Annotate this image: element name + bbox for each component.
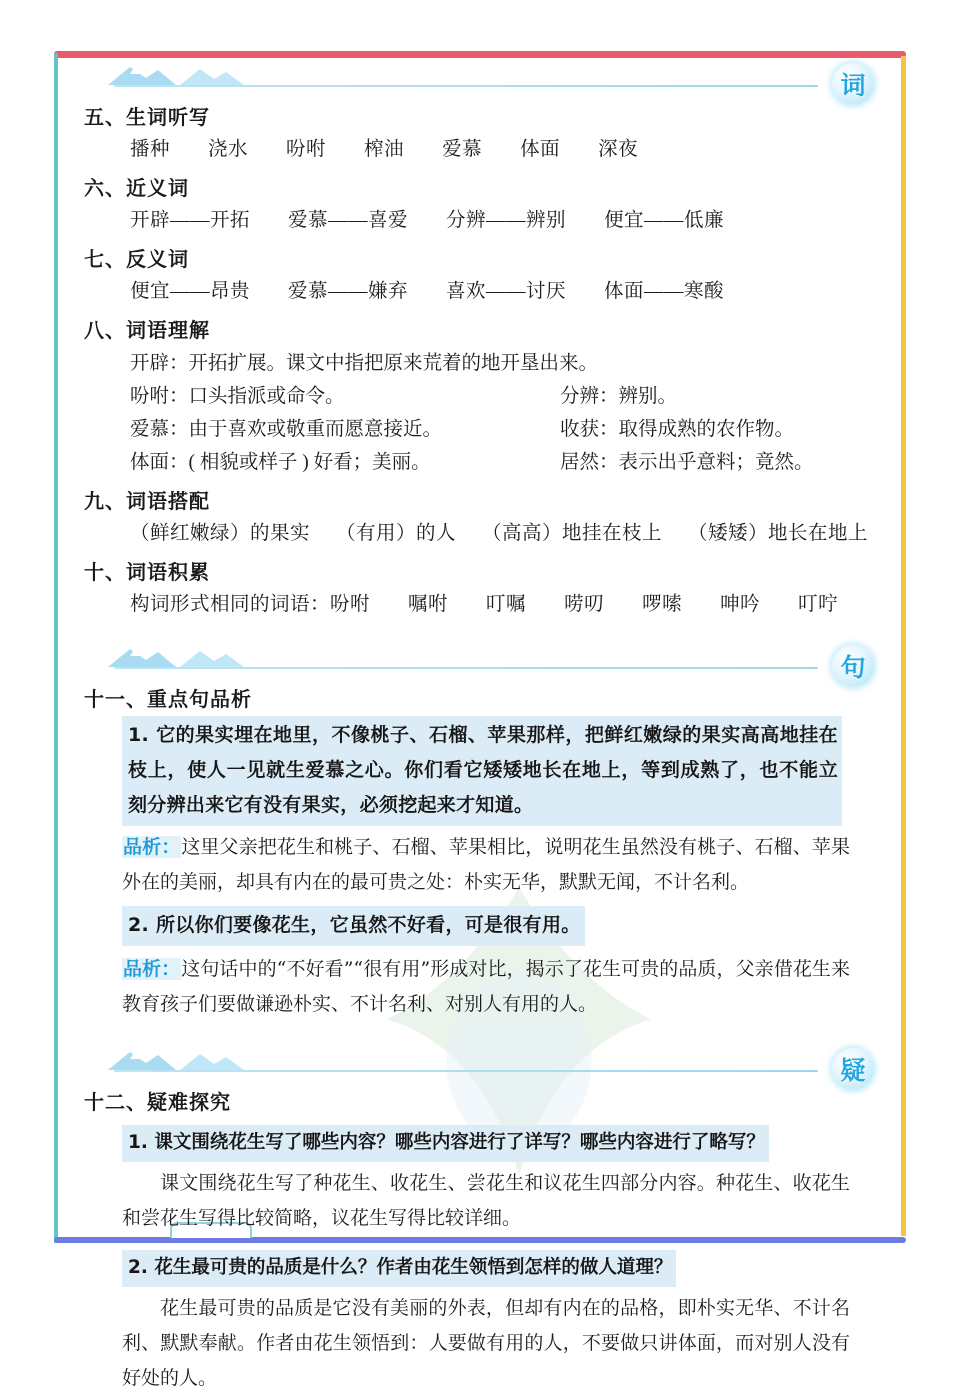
key-sentence-analysis: [122, 952, 850, 1022]
accumulation-word: 叮嘱: [486, 594, 527, 615]
collocation-items: [130, 518, 876, 550]
section-title-accumulation: 十、词语积累: [84, 560, 210, 584]
antonym-pair: 喜欢——讨厌: [446, 281, 567, 302]
collocation-item: （矮矮）地长在地上: [688, 523, 869, 544]
divider-word: [78, 57, 876, 100]
dictation-word: 深夜: [598, 139, 639, 160]
collocation-item: （有用）的人: [336, 523, 457, 544]
worksheet-page: [54, 51, 906, 1389]
accumulation-word: 叮咛: [798, 594, 839, 615]
word-meaning-left: 体面：( 相貌或样子 ) 好看；美丽。: [130, 452, 431, 473]
antonym-pair: 便宜——昂贵: [130, 281, 251, 302]
synonym-pair: 分辨——辨别: [446, 210, 567, 231]
collocation-item: （鲜红嫩绿）的果实: [130, 523, 311, 544]
badge-word: 词: [832, 63, 874, 105]
accumulation-word: 啰嗦: [642, 594, 683, 615]
word-meaning-row: [130, 380, 876, 413]
section-title-difficult-questions: 十二、疑难探究: [84, 1090, 231, 1114]
section-title-dictation: 五、生词听写: [84, 105, 210, 129]
accumulation-lead: 构词形式相同的词语：: [130, 594, 331, 615]
accumulation-word: 嘱咐: [408, 594, 449, 615]
word-meaning-full: 开辟：开拓扩展。课文中指把原来荒着的地开垦出来。: [130, 353, 599, 374]
analysis-text: 这句话中的“不好看”“很有用”形成对比，揭示了花生可贵的品质，父亲借花生来教育孩子们要做谦逊朴实、不计名利、对别人有用的人。: [122, 958, 850, 1015]
synonym-pair: 便宜——低廉: [604, 210, 725, 231]
difficult-question: 2. 花生最可贵的品质是什么？作者由花生领悟到怎样的做人道理？: [122, 1250, 676, 1287]
dictation-words: [130, 134, 876, 166]
word-meaning-list: [130, 347, 876, 479]
word-meaning-right: 居然：表示出乎意料；竟然。: [560, 452, 814, 473]
accumulation-word: 吩咐: [330, 594, 371, 615]
word-meaning-left: 爱慕：由于喜欢或敬重而愿意接近。: [130, 419, 443, 440]
key-sentence-quote: 2. 所以你们要像花生，它虽然不好看，可是很有用。: [122, 906, 585, 946]
word-meaning-right: 收获：取得成熟的农作物。: [560, 419, 795, 440]
dictation-word: 榨油: [364, 139, 405, 160]
difficult-question: 1. 课文围绕花生写了哪些内容？哪些内容进行了详写？哪些内容进行了略写？: [122, 1125, 769, 1162]
dictation-word: 浇水: [208, 139, 249, 160]
difficult-answer: 花生最可贵的品质是它没有美丽的外表，但却有内在的品格，即朴实无华、不计名利、默默奉献。作者由花生领悟到：人要做有用的人，不要做只讲体面，而对别人没有好处的人。: [122, 1297, 850, 1389]
divider-rule: [114, 667, 818, 669]
collocation-item: （高高）地挂在枝上: [482, 523, 663, 544]
dictation-word: 体面: [520, 139, 561, 160]
section-title-synonyms: 六、近义词: [84, 176, 189, 200]
badge-sentence: 句: [832, 645, 874, 687]
divider-rule: [114, 85, 818, 87]
section-title-antonyms: 七、反义词: [84, 247, 189, 271]
accumulation-word: 呻吟: [720, 594, 761, 615]
synonym-pair: 爱慕——喜爱: [288, 210, 409, 231]
word-meaning-row: [130, 446, 876, 479]
mountain-decoration-icon: [106, 643, 256, 669]
mountain-decoration-icon: [106, 1046, 256, 1072]
divider-rule: [114, 1070, 818, 1072]
mountain-decoration-icon: [106, 61, 256, 87]
word-meaning-left: 吩咐：口头指派或命令。: [130, 386, 345, 407]
word-meaning-row: [130, 413, 876, 446]
analysis-tag: 品析：: [123, 836, 181, 858]
badge-question: 疑: [832, 1048, 874, 1090]
antonym-pairs: [130, 276, 876, 308]
section-title-collocation: 九、词语搭配: [84, 489, 210, 513]
dictation-word: 吩咐: [286, 139, 327, 160]
word-meaning-right: 分辨：辨别。: [560, 386, 678, 407]
divider-question: [78, 1042, 876, 1085]
section-title-key-sentences: 十一、重点句品析: [84, 687, 252, 711]
accumulation-items: [130, 589, 876, 621]
divider-sentence: [78, 639, 876, 682]
analysis-tag: 品析：: [123, 958, 181, 980]
key-sentence-quote: 1. 它的果实埋在地里，不像桃子、石榴、苹果那样，把鲜红嫩绿的果实高高地挂在枝上，使人一见就生爱慕之心。你们看它矮矮地长在地上，等到成熟了，也不能立刻分辨出来它有没有果实，必须挖起来才知道。: [122, 716, 842, 826]
section-title-word-meanings: 八、词语理解: [84, 318, 210, 342]
antonym-pair: 体面——寒酸: [604, 281, 725, 302]
analysis-text: 这里父亲把花生和桃子、石榴、苹果相比，说明花生虽然没有桃子、石榴、苹果外在的美丽，却具有内在的最可贵之处：朴实无华，默默无闻，不计名利。: [122, 836, 850, 893]
synonym-pairs: [130, 205, 876, 237]
difficult-answer: 课文围绕花生写了种花生、收花生、尝花生和议花生四部分内容。种花生、收花生和尝花生写得比较简略，议花生写得比较详细。: [122, 1172, 850, 1229]
dictation-word: 播种: [130, 139, 171, 160]
dictation-word: 爱慕: [442, 139, 483, 160]
accumulation-word: 唠叨: [564, 594, 605, 615]
page-content: [54, 51, 906, 1389]
synonym-pair: 开辟——开拓: [130, 210, 251, 231]
key-sentence-analysis: [122, 830, 850, 900]
antonym-pair: 爱慕——嫌弃: [288, 281, 409, 302]
